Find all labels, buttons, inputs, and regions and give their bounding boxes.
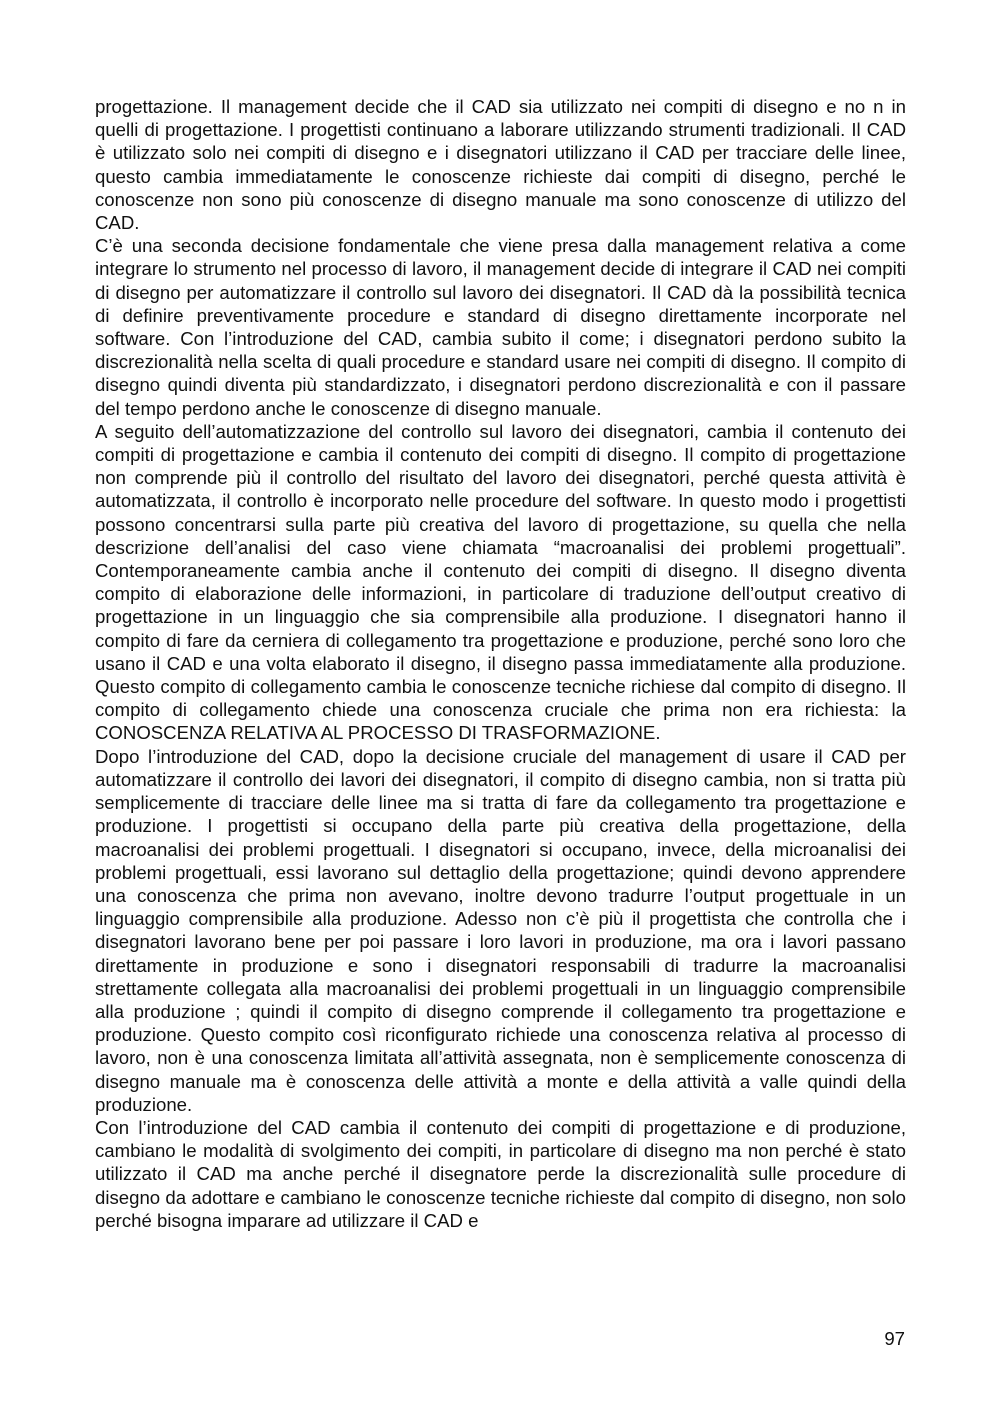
page-body bbox=[95, 95, 906, 1232]
paragraph-5: Con l’introduzione del CAD cambia il contenuto dei compiti di progettazione e di produzione, cambiano le modalità di svolgimento dei compiti, in particolare di disegno ma non perché è stato utilizzato il CAD ma anche perché il disegnatore perde la discrezionalità sulle procedure di disegno da adottare e cambiano le conoscenze tecniche richieste dal compito di disegno, non solo perché bisogna imparare ad utilizzare il CAD e bbox=[95, 1116, 906, 1231]
paragraph-1: progettazione. Il management decide che il CAD sia utilizzato nei compiti di disegno e no n in quelli di progettazione. I progettisti continuano a laborare utilizzando strumenti tradizionali. Il CAD è utilizzato solo nei compiti di disegno e i disegnatori utilizzano il CAD per tracciare delle linee, questo cambia immediatamente le conoscenze richieste dai compiti di disegno, perché le conoscenze non sono più conoscenze di disegno manuale ma sono conoscenze di utilizzo del CAD. bbox=[95, 96, 906, 234]
paragraph-4: Dopo l’introduzione del CAD, dopo la decisione cruciale del management di usare il CAD per automatizzare il controllo dei lavori dei disegnatori, il compito di disegno cambia, non si tratta più semplicemente di tracciare delle linee ma si tratta di fare da collegamento tra progettazione e produzione. I progettisti si occupano della parte più creativa della progettazione, della macroanalisi dei problemi progettuali. I disegnatori si occupano, invece, della microanalisi dei problemi progettuali, essi lavorano sul dettaglio della progettazione; quindi devono apprendere una conoscenza che prima non avevano, inoltre devono tradurre l’output progettuale in un linguaggio comprensibile alla produzione. Adesso non c’è più il progettista che controlla che i disegnatori lavorano bene per poi passare i loro lavori in produzione, ma ora i lavori passano direttamente in produzione e sono i disegnatori responsabili di tradurre la macroanalisi strettamente collegata alla macroanalisi dei problemi progettuali in un linguaggio comprensibile alla produzione ; quindi il compito di disegno comprende il collegamento tra progettazione e produzione. Questo compito così riconfigurato richiede una conoscenza relativa al processo di lavoro, non è una conoscenza limitata all’attività assegnata, non è semplicemente conoscenza di disegno manuale ma è conoscenza delle attività a monte e della attività a valle quindi della produzione. bbox=[95, 745, 906, 1115]
paragraph-2: C’è una seconda decisione fondamentale che viene presa dalla management relativa a come integrare lo strumento nel processo di lavoro, il management decide di integrare il CAD nei compiti di disegno per automatizzare il controllo sul lavoro dei disegnatori. Il CAD dà la possibilità tecnica di definire preventivamente procedure e standard di disegno direttamente incorporate nel software. Con l’introduzione del CAD, cambia subito il come; i disegnatori perdono subito la discrezionalità nella scelta di quali procedure e standard usare nei compiti di disegno. Il compito di disegno quindi diventa più standardizzato, i disegnatori perdono discrezionalità e con il passare del tempo perdono anche le conoscenze di disegno manuale. bbox=[95, 235, 906, 419]
page-number: 97 bbox=[884, 1328, 905, 1349]
paragraph-3: A seguito dell’automatizzazione del controllo sul lavoro dei disegnatori, cambia il contenuto dei compiti di progettazione e cambia il contenuto dei compiti di disegno. Il compito di progettazione non comprende più il controllo del risultato del lavoro dei disegnatori, perché questa attività è automatizzata, il controllo è incorporato nelle procedure del software. In questo modo i progettisti possono concentrarsi sulla parte più creativa del lavoro di progettazione, su quella che nella descrizione dell’analisi del caso viene chiamata “macroanalisi dei problemi progettuali”. Contemporaneamente cambia anche il contenuto dei compiti di disegno. Il disegno diventa compito di elaborazione delle informazioni, in particolare di traduzione dell’output creativo di progettazione in un linguaggio che sia comprensibile alla produzione. I disegnatori hanno il compito di fare da cerniera di collegamento tra progettazione e produzione, perché sono loro che usano il CAD e una volta elaborato il disegno, il disegno passa immediatamente alla produzione. Questo compito di collegamento cambia le conoscenze tecniche richiese dal compito di disegno. Il compito di collegamento chiede una conoscenza cruciale che prima non era richiesta: la CONOSCENZA RELATIVA AL PROCESSO DI TRASFORMAZIONE. bbox=[95, 420, 906, 744]
